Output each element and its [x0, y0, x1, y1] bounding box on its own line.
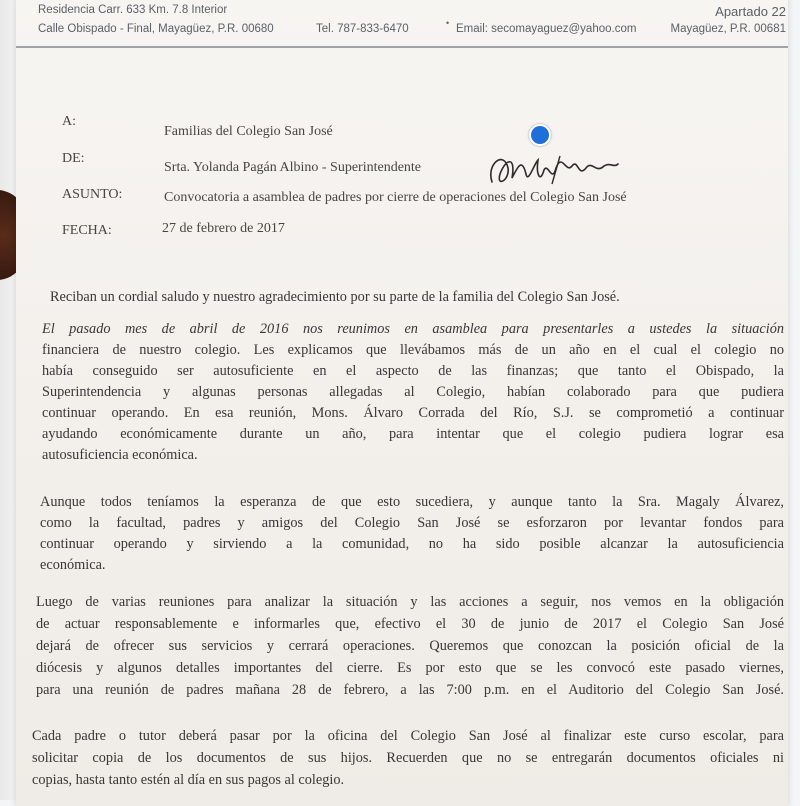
letterhead-email: Email: secomayaguez@yahoo.com — [456, 23, 637, 35]
from-label: DE: — [62, 151, 85, 166]
p2-line: continuar operando y sirviendo a la comunidad, no ha sido posible alcanzar la autosuficiencia — [40, 536, 784, 552]
letterhead-address-1: Residencia Carr. 633 Km. 7.8 Interior — [38, 4, 228, 16]
date-value: 27 de febrero de 2017 — [162, 221, 285, 236]
p2-line: como la facultad, padres y amigos del Colegio San José se esforzaron por levantar fondos para — [40, 515, 784, 531]
subject-label: ASUNTO: — [62, 187, 123, 202]
p1-line: ayudando económicamente durante un año, para intentar que el colegio pudiera lograr esa — [42, 426, 784, 442]
p1-line: Superintendencia y algunas personas allegadas al Colegio, habían colaborado para que pudiera — [42, 384, 784, 400]
letterhead-address-2: Calle Obispado - Final, Mayagüez, P.R. 00680 — [38, 23, 274, 35]
p1-line: había conseguido ser autosuficiente en el aspecto de las finanzas; que tanto el Obispado, la — [42, 363, 784, 379]
p3-line: dejará de ofrecer sus servicios y cerrará operaciones. Queremos que conozcan la posición oficial de la — [36, 638, 784, 654]
date-label: FECHA: — [62, 223, 112, 238]
to-value: Familias del Colegio San José — [164, 124, 333, 139]
p3-line: Luego de varias reuniones para analizar la situación y las acciones a seguir, nos vemos en la obligación — [36, 594, 784, 610]
from-value: Srta. Yolanda Pagán Albino - Superintendente — [164, 160, 422, 175]
p1-line: financiera de nuestro colegio. Les explicamos que llevábamos más de un año en el cual el colegio no — [42, 342, 784, 358]
p4-line: solicitar copia de los documentos de sus hijos. Recuerden que no se entregarán documentos oficiales ni — [32, 750, 784, 766]
separator-dot-icon: • — [446, 18, 450, 28]
letterhead — [16, 0, 788, 48]
p3-line: diócesis y algunos detalles importantes del cierre. Es por esto que se les convocó este pasado viernes, — [36, 660, 784, 676]
p2-line: económica. — [40, 557, 106, 573]
p1-line: autosuficiencia económica. — [42, 447, 198, 463]
to-label: A: — [62, 114, 76, 129]
p1-line: continuar operando. En esa reunión, Mons. Álvaro Corrada del Río, S.J. se comprometió a continuar — [42, 405, 784, 421]
letter-page — [16, 0, 788, 806]
letterhead-phone: Tel. 787-833-6470 — [316, 23, 409, 35]
p4-line: copias, hasta tanto estén al día en sus pagos al colegio. — [32, 772, 345, 788]
p4-line: Cada padre o tutor deberá pasar por la oficina del Colegio San José al finalizar este curso escolar, para — [32, 728, 784, 744]
letterhead-city-zip: Mayagüez, P.R. 00681 — [670, 23, 786, 35]
p2-line: Aunque todos teníamos la esperanza de que esto sucediera, y aunque tanto la Sra. Magaly Álvarez, — [40, 494, 784, 510]
subject-value: Convocatoria a asamblea de padres por cierre de operaciones del Colegio San José — [164, 190, 627, 205]
letterhead-po-box: Apartado 22 — [715, 4, 786, 19]
signature-icon — [482, 144, 622, 194]
p3-line: para una reunión de padres mañana 28 de febrero, a las 7:00 p.m. en el Auditorio del Colegio San José. — [36, 682, 784, 698]
location-marker-icon[interactable] — [529, 124, 551, 146]
p1-line: El pasado mes de abril de 2016 nos reunimos en asamblea para presentarles a ustedes la situación — [42, 321, 784, 337]
p3-line: de actuar responsablemente e informarles que, efectivo el 30 de junio de 2017 el Colegio San José — [36, 616, 784, 632]
greeting: Reciban un cordial saludo y nuestro agradecimiento por su parte de la familia del Colegio San José. — [50, 289, 620, 305]
